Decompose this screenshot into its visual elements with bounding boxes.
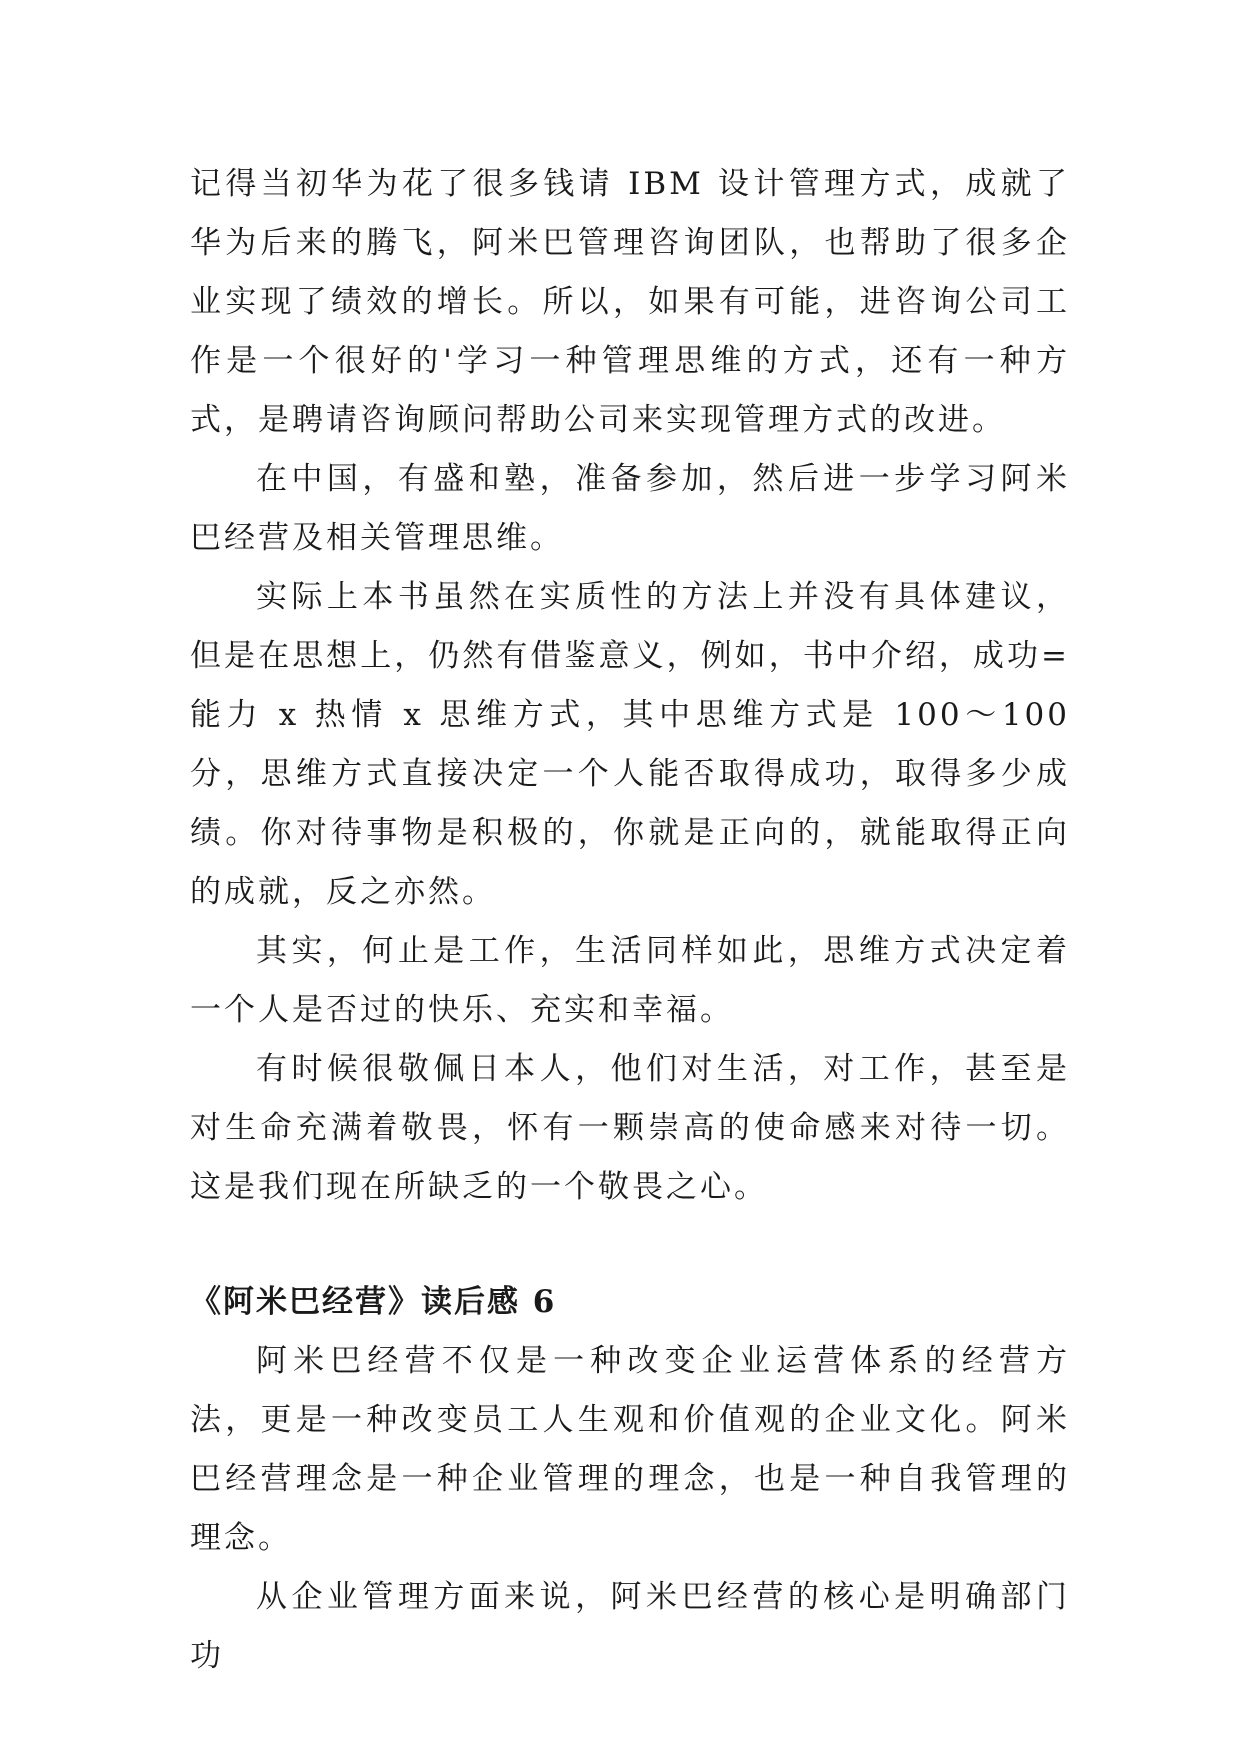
document-body [190, 155, 1070, 1686]
paragraph-amoeba-core: 从企业管理方面来说，阿米巴经营的核心是明确部门功 [190, 1579, 1070, 1674]
paragraph-success-formula: 实际上本书虽然在实质性的方法上并没有具体建议，但是在思想上，仍然有借鉴意义，例如，书中介绍，成功=能力 x 热情 x 思维方式，其中思维方式是 100～100 分，思维方式直接决定一个人能否取得成功，取得多少成绩。你对待事物是积极的，你就是正向的，就能取得正向的成就，反之亦然。 [190, 579, 1070, 910]
paragraph-ibm-huawei: 记得当初华为花了很多钱请 IBM 设计管理方式，成就了华为后来的腾飞，阿米巴管理咨询团队，也帮助了很多企业实现了绩效的增长。所以，如果有可能，进咨询公司工作是一个很好的'学习一种管理思维的方式，还有一种方式，是聘请咨询顾问帮助公司来实现管理方式的改进。 [190, 166, 1070, 438]
section-title: 《阿米巴经营》读后感 6 [190, 1284, 557, 1320]
paragraph-amoeba-culture: 阿米巴经营不仅是一种改变企业运营体系的经营方法，更是一种改变员工人生观和价值观的企业文化。阿米巴经营理念是一种企业管理的理念，也是一种自我管理的理念。 [190, 1343, 1070, 1556]
paragraph-shenghe-school: 在中国，有盛和塾，准备参加，然后进一步学习阿米巴经营及相关管理思维。 [190, 461, 1070, 556]
paragraph-reverence: 有时候很敬佩日本人，他们对生活，对工作，甚至是对生命充满着敬畏，怀有一颗崇高的使命感来对待一切。这是我们现在所缺乏的一个敬畏之心。 [190, 1051, 1070, 1205]
paragraph-life-thinking: 其实，何止是工作，生活同样如此，思维方式决定着一个人是否过的快乐、充实和幸福。 [190, 933, 1070, 1028]
